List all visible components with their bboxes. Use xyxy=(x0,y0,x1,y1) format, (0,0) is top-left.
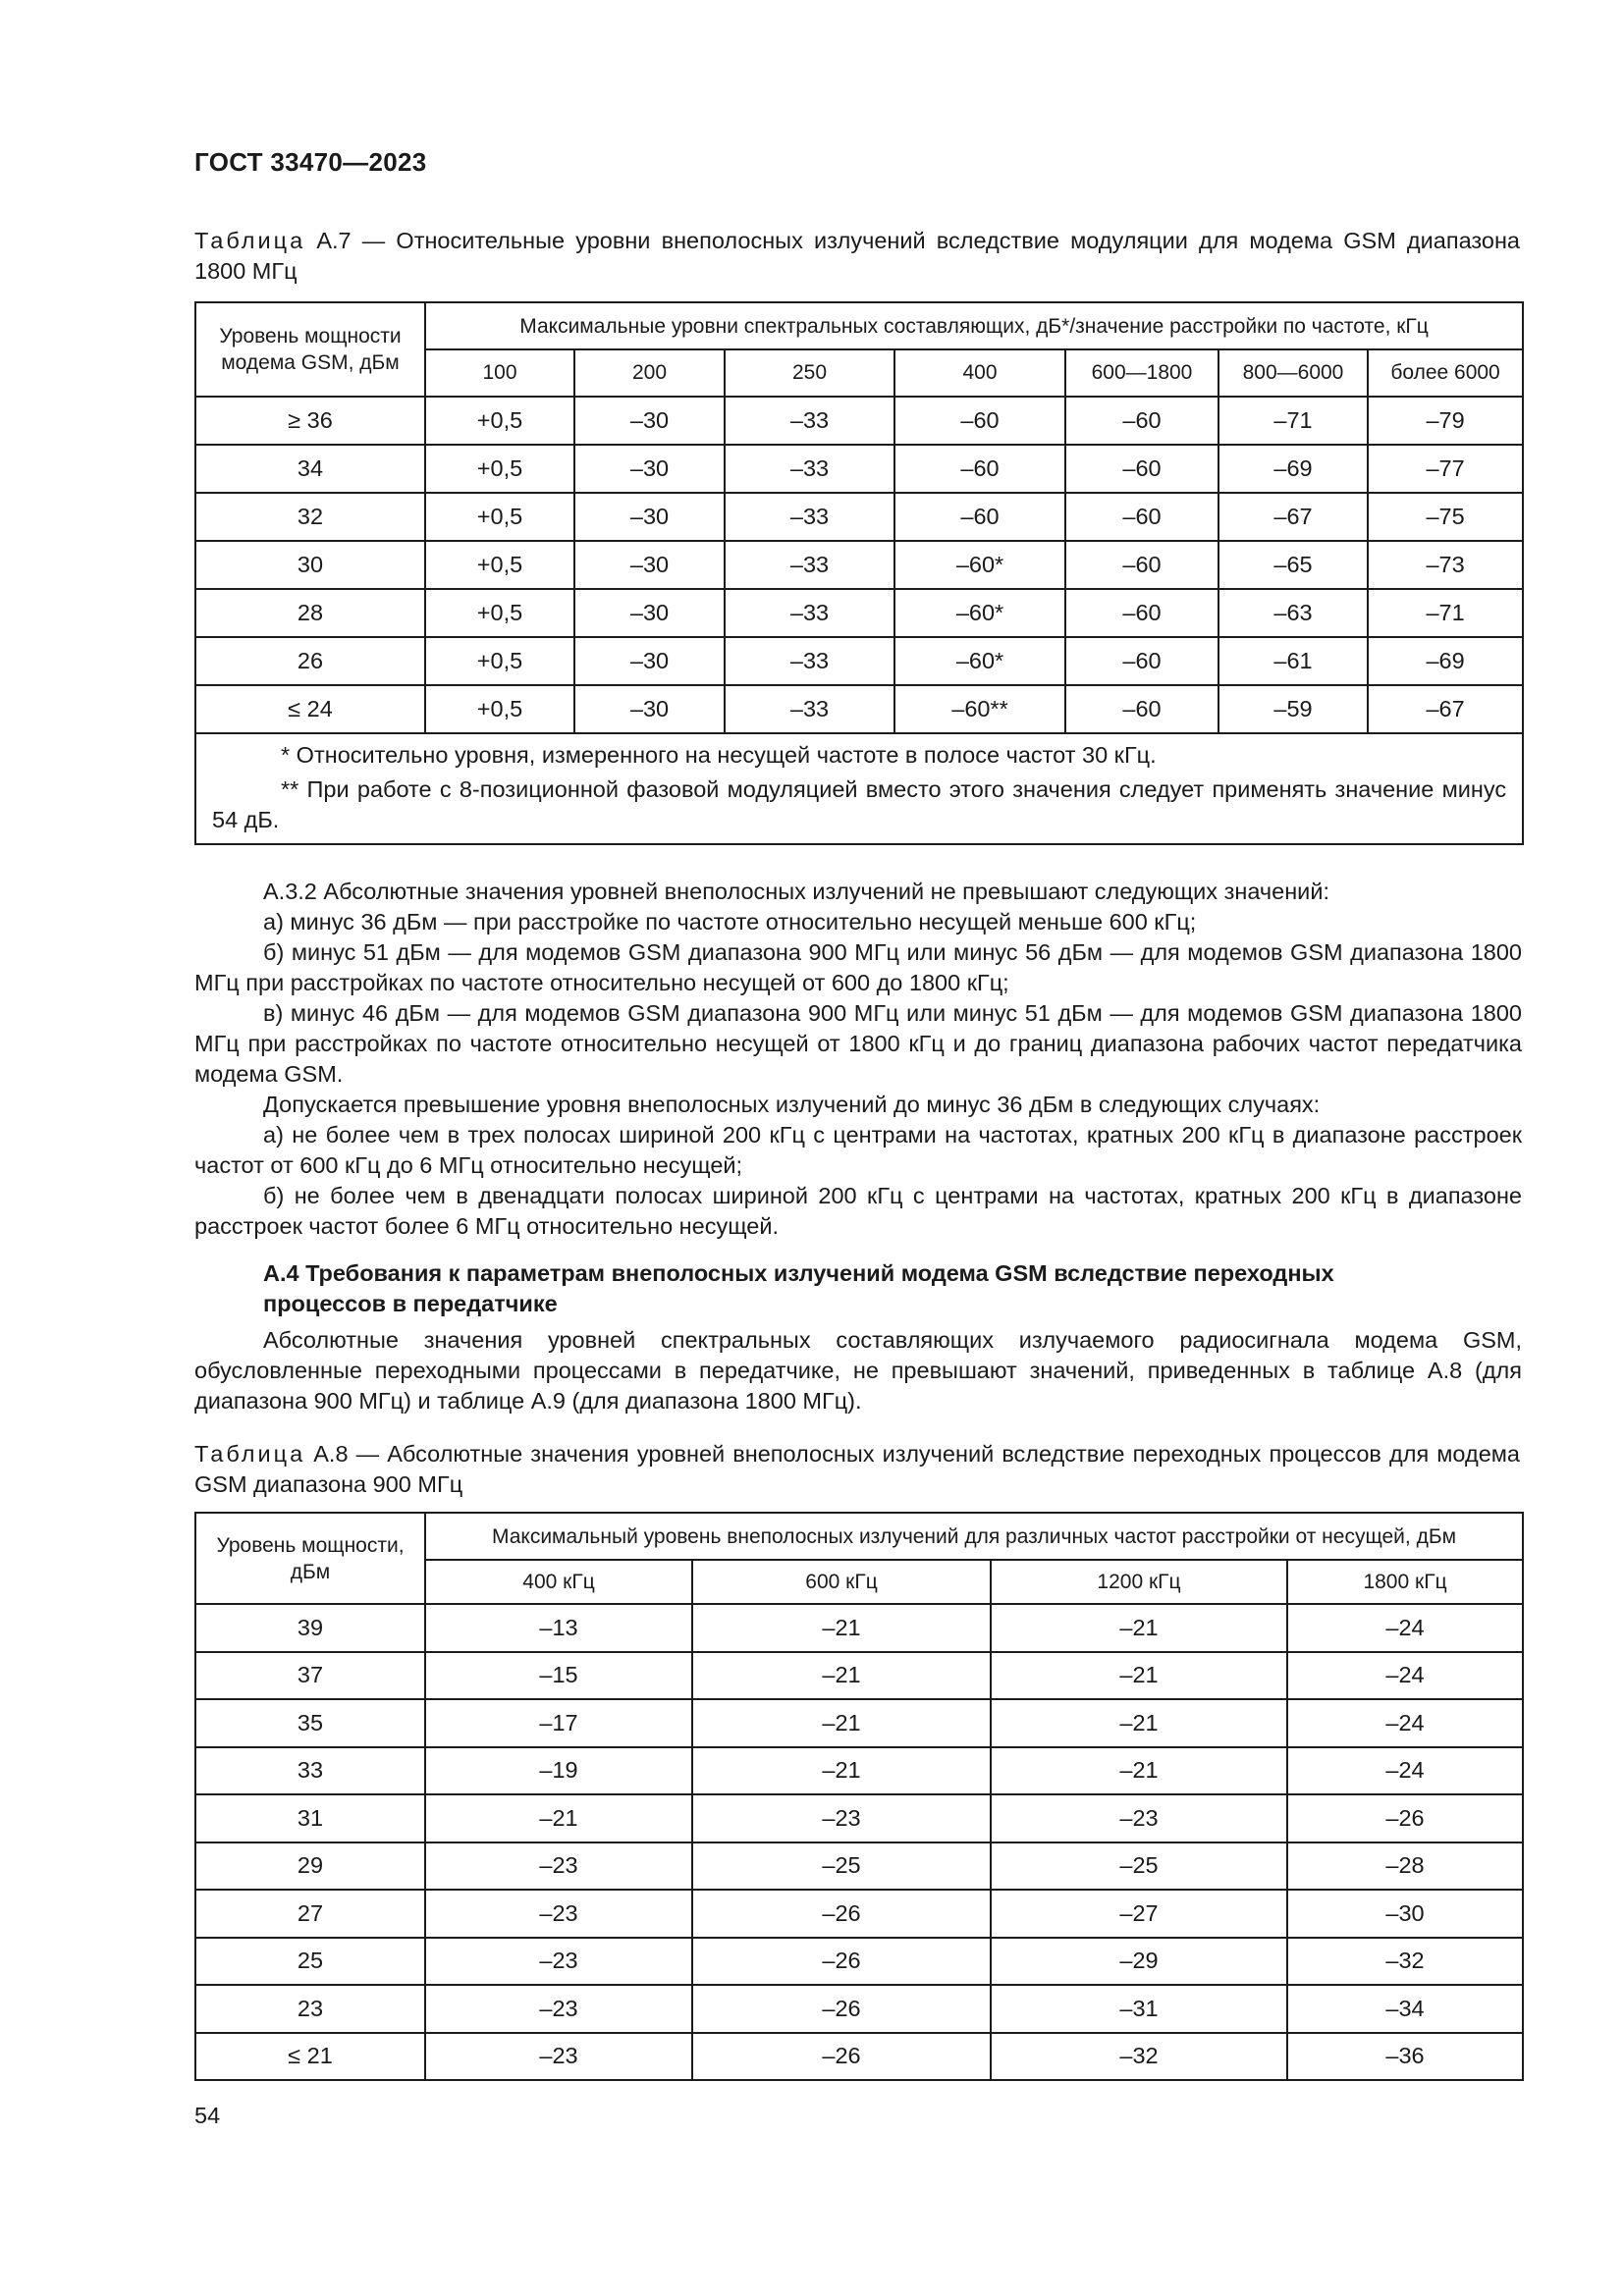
table-cell: +0,5 xyxy=(425,445,574,493)
table-cell: –26 xyxy=(1287,1794,1523,1842)
table-cell: +0,5 xyxy=(425,589,574,637)
table-cell: –21 xyxy=(425,1794,692,1842)
paragraph: в) минус 46 дБм — для модемов GSM диапазона 900 МГц или минус 51 дБм — для модемов GSM диапазона 1800 МГц при расстройках по частоте относительно несущей от 1800 кГц и до границ диапазона рабочих частот передатчика модема GSM. xyxy=(194,1000,1522,1087)
table-a8-row-header: Уровень мощности, дБм xyxy=(195,1513,425,1604)
section-a4-heading: А.4 Требования к параметрам внеполосных излучений модема GSM вследствие переходных процессов в передатчике xyxy=(263,1260,1334,1316)
table-row xyxy=(195,1747,1523,1795)
column-header: 600—1800 xyxy=(1065,349,1218,397)
table-cell: –24 xyxy=(1287,1747,1523,1795)
table-cell: ≥ 36 xyxy=(195,397,425,445)
table-cell: –60 xyxy=(1065,685,1218,733)
table-cell: +0,5 xyxy=(425,637,574,685)
table-row xyxy=(195,1890,1523,1938)
table-cell: –60 xyxy=(1065,589,1218,637)
column-header: более 6000 xyxy=(1368,349,1523,397)
table-cell: –65 xyxy=(1218,541,1368,589)
table-row xyxy=(195,445,1523,493)
table-cell: –17 xyxy=(425,1699,692,1747)
table-cell: –29 xyxy=(991,1938,1287,1986)
paragraph: Допускается превышение уровня внеполосных излучений до минус 36 дБм в следующих случаях: xyxy=(263,1092,1321,1117)
table-cell: –60 xyxy=(894,445,1065,493)
table-cell: –30 xyxy=(574,493,725,541)
table-cell: –61 xyxy=(1218,637,1368,685)
column-header: 600 кГц xyxy=(692,1560,991,1604)
table-cell: –60 xyxy=(1065,397,1218,445)
table-cell: –21 xyxy=(991,1604,1287,1652)
table-row xyxy=(195,1652,1523,1700)
table-cell: –21 xyxy=(692,1652,991,1700)
table-cell: –79 xyxy=(1368,397,1523,445)
table-cell: 25 xyxy=(195,1938,425,1986)
paragraph: Абсолютные значения уровней спектральных составляющих излучаемого радиосигнала модема GSM, обусловленные переходными процессами в передатчике, не превышают значений, приведенных в таблице А.8 (для диапазона 900 МГц) и таблице А.9 (для диапазона 1800 МГц). xyxy=(194,1327,1522,1414)
table-cell: –60** xyxy=(894,685,1065,733)
table-cell: –60 xyxy=(1065,493,1218,541)
table-cell: –21 xyxy=(692,1604,991,1652)
table-row xyxy=(195,2033,1523,2081)
table-cell: –33 xyxy=(725,397,894,445)
table-cell: –28 xyxy=(1287,1842,1523,1891)
table-cell: –23 xyxy=(425,1985,692,2033)
table-cell: 28 xyxy=(195,589,425,637)
table-cell: –27 xyxy=(991,1890,1287,1938)
table-row xyxy=(195,589,1523,637)
table-cell: –33 xyxy=(725,541,894,589)
table-cell: 39 xyxy=(195,1604,425,1652)
table-a8 xyxy=(194,1512,1524,2081)
table-cell: 30 xyxy=(195,541,425,589)
column-header: 200 xyxy=(574,349,725,397)
table-cell: –33 xyxy=(725,493,894,541)
table-cell: –60 xyxy=(894,493,1065,541)
caption-label: Таблица xyxy=(194,228,306,253)
table-a8-caption xyxy=(194,1439,1520,1500)
table-cell: –30 xyxy=(574,589,725,637)
paragraph: А.3.2 Абсолютные значения уровней внеполосных излучений не превышают следующих значений: xyxy=(263,879,1329,904)
document-code-header: ГОСТ 33470—2023 xyxy=(194,147,427,177)
table-cell: –30 xyxy=(574,685,725,733)
table-cell: +0,5 xyxy=(425,685,574,733)
column-header: 400 xyxy=(894,349,1065,397)
table-cell: –19 xyxy=(425,1747,692,1795)
table-cell: –71 xyxy=(1368,589,1523,637)
table-row xyxy=(195,1842,1523,1891)
table-cell: +0,5 xyxy=(425,493,574,541)
column-header: 1200 кГц xyxy=(991,1560,1287,1604)
section-a32 xyxy=(194,877,1522,1242)
table-cell: –13 xyxy=(425,1604,692,1652)
table-cell: 34 xyxy=(195,445,425,493)
table-cell: –34 xyxy=(1287,1985,1523,2033)
paragraph: а) минус 36 дБм — при расстройке по частоте относительно несущей меньше 600 кГц; xyxy=(263,909,1197,934)
table-cell: –32 xyxy=(991,2033,1287,2081)
table-cell: –23 xyxy=(692,1794,991,1842)
table-cell: –25 xyxy=(692,1842,991,1891)
table-cell: –23 xyxy=(991,1794,1287,1842)
table-cell: 23 xyxy=(195,1985,425,2033)
table-cell: –24 xyxy=(1287,1652,1523,1700)
table-cell: 26 xyxy=(195,637,425,685)
table-cell: –21 xyxy=(692,1747,991,1795)
table-row xyxy=(195,1794,1523,1842)
table-cell: –21 xyxy=(991,1699,1287,1747)
table-cell: +0,5 xyxy=(425,397,574,445)
table-row xyxy=(195,1699,1523,1747)
table-cell: –23 xyxy=(425,1938,692,1986)
table-cell: 32 xyxy=(195,493,425,541)
caption-text: А.7 — Относительные уровни внеполосных излучений вследствие модуляции для модема GSM диапазона 1800 МГц xyxy=(194,228,1520,284)
table-cell: –30 xyxy=(1287,1890,1523,1938)
table-row xyxy=(195,541,1523,589)
table-row xyxy=(195,637,1523,685)
table-cell: –75 xyxy=(1368,493,1523,541)
column-header: 100 xyxy=(425,349,574,397)
table-row xyxy=(195,1985,1523,2033)
table-a7-caption xyxy=(194,226,1520,287)
table-a7-group-header: Максимальные уровни спектральных составляющих, дБ*/значение расстройки по частоте, кГц xyxy=(425,302,1523,349)
page-number: 54 xyxy=(194,2103,221,2128)
table-cell: –59 xyxy=(1218,685,1368,733)
table-a8-group-header: Максимальный уровень внеполосных излучений для различных частот расстройки от несущей, дБм xyxy=(425,1513,1523,1560)
table-cell: 31 xyxy=(195,1794,425,1842)
table-cell: –73 xyxy=(1368,541,1523,589)
table-cell: –24 xyxy=(1287,1699,1523,1747)
column-header: 1800 кГц xyxy=(1287,1560,1523,1604)
section-a4 xyxy=(194,1325,1522,1416)
table-row xyxy=(195,493,1523,541)
table-a7 xyxy=(194,301,1524,845)
table-cell: –67 xyxy=(1368,685,1523,733)
footnote: * Относительно уровня, измеренного на несущей частоте в полосе частот 30 кГц. xyxy=(281,742,1157,768)
table-cell: –21 xyxy=(991,1652,1287,1700)
table-cell: –33 xyxy=(725,637,894,685)
table-cell: –33 xyxy=(725,685,894,733)
table-cell: –23 xyxy=(425,1890,692,1938)
table-row xyxy=(195,1604,1523,1652)
table-row xyxy=(195,397,1523,445)
table-cell: –23 xyxy=(425,1842,692,1891)
table-cell: –26 xyxy=(692,2033,991,2081)
table-cell: –23 xyxy=(425,2033,692,2081)
table-cell: –25 xyxy=(991,1842,1287,1891)
table-row xyxy=(195,1938,1523,1986)
table-a7-footnotes xyxy=(195,733,1523,844)
table-cell: –26 xyxy=(692,1985,991,2033)
table-cell: –30 xyxy=(574,397,725,445)
table-cell: –33 xyxy=(725,445,894,493)
table-cell: ≤ 24 xyxy=(195,685,425,733)
table-cell: –60* xyxy=(894,541,1065,589)
table-cell: –60 xyxy=(1065,541,1218,589)
table-cell: –36 xyxy=(1287,2033,1523,2081)
table-cell: –30 xyxy=(574,445,725,493)
caption-text: А.8 — Абсолютные значения уровней внеполосных излучений вследствие переходных процессов для модема GSM диапазона 900 МГц xyxy=(194,1441,1520,1497)
table-cell: –30 xyxy=(574,541,725,589)
table-cell: –60 xyxy=(894,397,1065,445)
table-cell: 33 xyxy=(195,1747,425,1795)
table-cell: –30 xyxy=(574,637,725,685)
table-cell: +0,5 xyxy=(425,541,574,589)
table-cell: –21 xyxy=(692,1699,991,1747)
footnote: ** При работе с 8-позиционной фазовой модуляцией вместо этого значения следует применять значение минус 54 дБ. xyxy=(212,776,1507,832)
paragraph: б) не более чем в двенадцати полосах шириной 200 кГц с центрами на частотах, кратных 200 кГц в диапазоне расстроек частот более 6 МГц относительно несущей. xyxy=(194,1183,1522,1239)
table-row xyxy=(195,685,1523,733)
column-header: 800—6000 xyxy=(1218,349,1368,397)
table-cell: –31 xyxy=(991,1985,1287,2033)
table-cell: 29 xyxy=(195,1842,425,1891)
paragraph: б) минус 51 дБм — для модемов GSM диапазона 900 МГц или минус 56 дБм — для модемов GSM диапазона 1800 МГц при расстройках по частоте относительно несущей от 600 до 1800 кГц; xyxy=(194,939,1522,995)
table-cell: –26 xyxy=(692,1890,991,1938)
table-cell: –60 xyxy=(1065,637,1218,685)
column-header: 400 кГц xyxy=(425,1560,692,1604)
table-cell: –60* xyxy=(894,637,1065,685)
column-header: 250 xyxy=(725,349,894,397)
table-cell: –71 xyxy=(1218,397,1368,445)
table-cell: –60* xyxy=(894,589,1065,637)
table-cell: –69 xyxy=(1218,445,1368,493)
table-cell: 27 xyxy=(195,1890,425,1938)
table-cell: –26 xyxy=(692,1938,991,1986)
table-a7-row-header: Уровень мощности модема GSM, дБм xyxy=(195,302,425,397)
table-cell: 37 xyxy=(195,1652,425,1700)
table-cell: –32 xyxy=(1287,1938,1523,1986)
table-cell: –15 xyxy=(425,1652,692,1700)
caption-label: Таблица xyxy=(194,1441,306,1467)
table-cell: –77 xyxy=(1368,445,1523,493)
table-cell: ≤ 21 xyxy=(195,2033,425,2081)
table-cell: –63 xyxy=(1218,589,1368,637)
table-cell: 35 xyxy=(195,1699,425,1747)
table-cell: –69 xyxy=(1368,637,1523,685)
table-cell: –60 xyxy=(1065,445,1218,493)
table-cell: –67 xyxy=(1218,493,1368,541)
table-cell: –33 xyxy=(725,589,894,637)
table-cell: –21 xyxy=(991,1747,1287,1795)
table-cell: –24 xyxy=(1287,1604,1523,1652)
paragraph: а) не более чем в трех полосах шириной 200 кГц с центрами на частотах, кратных 200 кГц в диапазоне расстроек частот от 600 кГц до 6 МГц относительно несущей; xyxy=(194,1122,1522,1178)
